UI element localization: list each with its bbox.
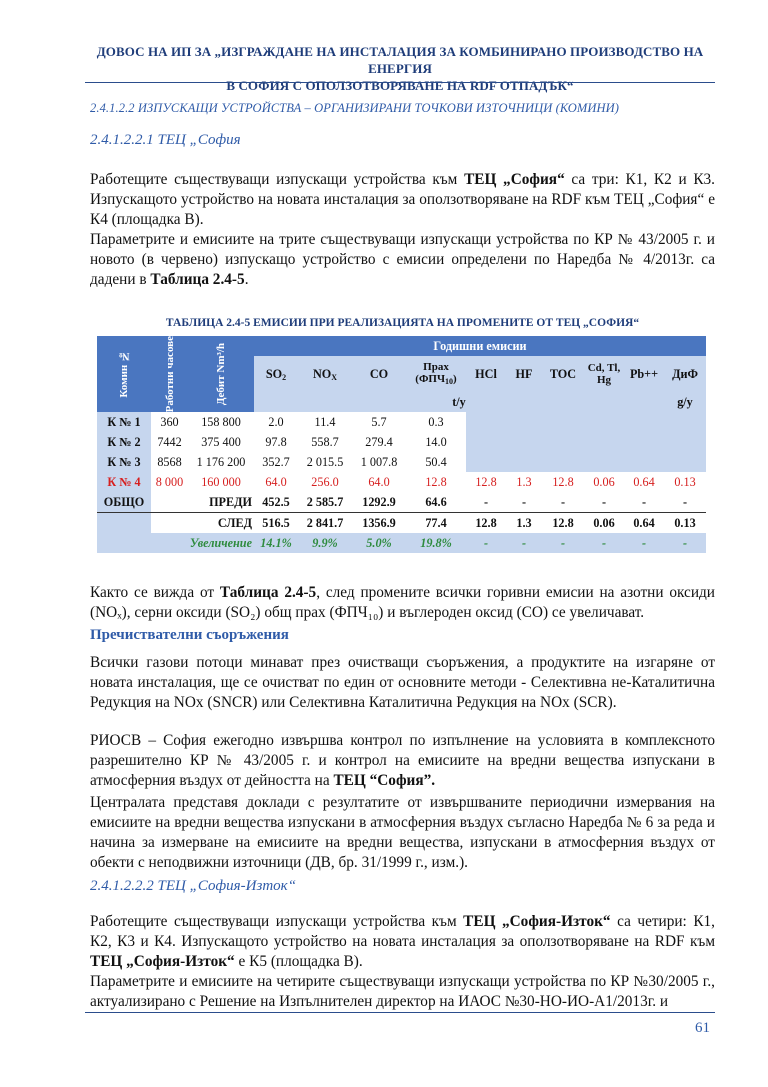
paragraph-2: Параметрите и емисиите на трите съществуващи изпускащи устройства по КР № 43/2005 г. и новото (в червено) изпускащо устройство с емисии определени по Наредба № 4/2013г. са дадени в Таблица 2.4-5. bbox=[90, 231, 715, 288]
col-cd: Cd, Tl, Hg bbox=[584, 356, 624, 392]
col-header-stack: Комин № bbox=[97, 336, 151, 412]
col-pb: Pb++ bbox=[624, 356, 664, 392]
table-row-after: СЛЕД 516.5 2 841.7 1356.9 77.4 12.8 1.3 12.8 0.06 0.64 0.13 bbox=[97, 513, 706, 534]
header-line-2: В СОФИЯ С ОПОЛЗОТВОРЯВАНЕ НА RDF ОТПАДЪК“ bbox=[226, 78, 574, 93]
col-header-flow: Дебит Nm³/h bbox=[188, 336, 254, 412]
table-row: К № 1 360 158 800 2.0 11.4 5.7 0.3 bbox=[97, 412, 706, 432]
col-co: CO bbox=[352, 356, 406, 392]
paragraph-1: Работещите съществуващи изпускащи устройства към ТЕЦ „София“ са три: К1, К2 и К3. Изпускащото устройство на новата инсталация за оползотворяване на RDF към ТЕЦ „София“ е К4 (площадка В). bbox=[90, 171, 716, 228]
section-heading-2-4-1-2-2: 2.4.1.2.2 ИЗПУСКАЩИ УСТРОЙСТВА – ОРГАНИЗИРАНИ ТОЧКОВИ ИЗТОЧНИЦИ (КОМИНИ) bbox=[90, 101, 620, 115]
unit-ty: t/y bbox=[254, 392, 664, 412]
table-row: К № 3 8568 1 176 200 352.7 2 015.5 1 007.8 50.4 bbox=[97, 452, 706, 472]
paragraph-8: Параметрите и емисиите на четирите съществуващи изпускащи устройства по КР №30/2005 г., актуализирано с Решение на Изпълнителен директор на ИАОС №30-НО-ИО-А1/2013г. и bbox=[90, 973, 715, 1010]
section-heading-tec-sofia-iztok: 2.4.1.2.2.2 ТЕЦ „София-Изток“ bbox=[90, 878, 297, 894]
paragraph-5: РИОСВ – София ежегодно извършва контрол по изпълнение на условията в комплексното разрешително КР № 43/2005 г. и контрол на емисиите на вредни вещества изпускани в атмосферния въздух от дейността на ТЕЦ “София”. bbox=[90, 732, 715, 789]
col-nox: $NO_X$ bbox=[298, 356, 352, 392]
section-heading-tec-sofia: 2.4.1.2.2.1 ТЕЦ „София bbox=[90, 132, 241, 148]
table-caption: ТАБЛИЦА 2.4-5 ЕМИСИИ ПРИ РЕАЛИЗАЦИЯТА НА ПРОМЕНИТЕ ОТ ТЕЦ „СОФИЯ“ bbox=[165, 317, 640, 329]
col-hf: HF bbox=[506, 356, 542, 392]
unit-gy: g/y bbox=[664, 392, 706, 412]
col-so2: $SO_2$ bbox=[254, 356, 298, 392]
col-toc: TOC bbox=[542, 356, 584, 392]
header-rule bbox=[85, 82, 715, 83]
paragraph-3: Както се вижда от Таблица 2.4-5, след промените всички горивни емисии на азотни оксиди (NOₓ), серни оксиди (SO₂) общ прах (ФПЧ₁₀) и въглероден оксид (CO) се увеличават. bbox=[90, 584, 715, 621]
col-hcl: HCl bbox=[466, 356, 506, 392]
table-row-before: ОБЩО ПРЕДИ 452.5 2 585.7 1292.9 64.6 - - - - - - bbox=[97, 492, 706, 513]
table-row: К № 2 7442 375 400 97.8 558.7 279.4 14.0 bbox=[97, 432, 706, 452]
header-line-1: ДОВОС НА ИП ЗА „ИЗГРАЖДАНЕ НА ИНСТАЛАЦИЯ ЗА КОМБИНИРАНО ПРОИЗВОДСТВО НА ЕНЕРГИЯ bbox=[96, 44, 704, 76]
paragraph-4: Всички газови потоци минават през очистващи съоръжения, а продуктите на изгаряне от новата инсталация, ще се очистват по един от основните методи - Селективна не-Каталитична Редукция на NOx (SNCR) или Селективна Каталитична Редукция на NOx (SCR). bbox=[90, 654, 715, 711]
page-number: 61 bbox=[695, 1020, 710, 1036]
paragraph-7: Работещите съществуващи изпускащи устройства към ТЕЦ „София-Изток“ са четири: К1, К2, К3 и К4. Изпускащото устройство на новата инсталация за оползотворяване на RDF към ТЕЦ „София-Изток“ е К5 (площадка В). bbox=[90, 913, 715, 970]
table-row-increase: Увеличение 14.1% 9.9% 5.0% 19.8% - - - - - - bbox=[97, 533, 706, 553]
col-header-annual: Годишни емисии bbox=[254, 336, 706, 356]
col-header-hours: Работни часове bbox=[151, 336, 188, 412]
col-dust: Прах $(ФПЧ_{10})$ bbox=[406, 356, 466, 392]
document-header bbox=[85, 43, 715, 94]
section-heading-cleaning: Пречиствателни съоръжения bbox=[90, 627, 289, 643]
paragraph-6: Централата представя доклади с резултатите от извършваните периодични измервания на емисиите на вредни вещества изпускани в атмосферния въздух съгласно Наредба № 6 за реда и начина за измерване на емисиите на вредни вещества, изпускани в атмосферния въздух от обекти с неподвижни източници (ДВ, бр. 31/1999 г., изм.). bbox=[90, 794, 715, 871]
col-dif: ДиФ bbox=[664, 356, 706, 392]
emissions-table bbox=[97, 336, 706, 553]
table-row-new-stack: К № 4 8 000 160 000 64.0 256.0 64.0 12.8 12.8 1.3 12.8 0.06 0.64 0.13 bbox=[97, 472, 706, 492]
footer-rule bbox=[85, 1012, 715, 1013]
